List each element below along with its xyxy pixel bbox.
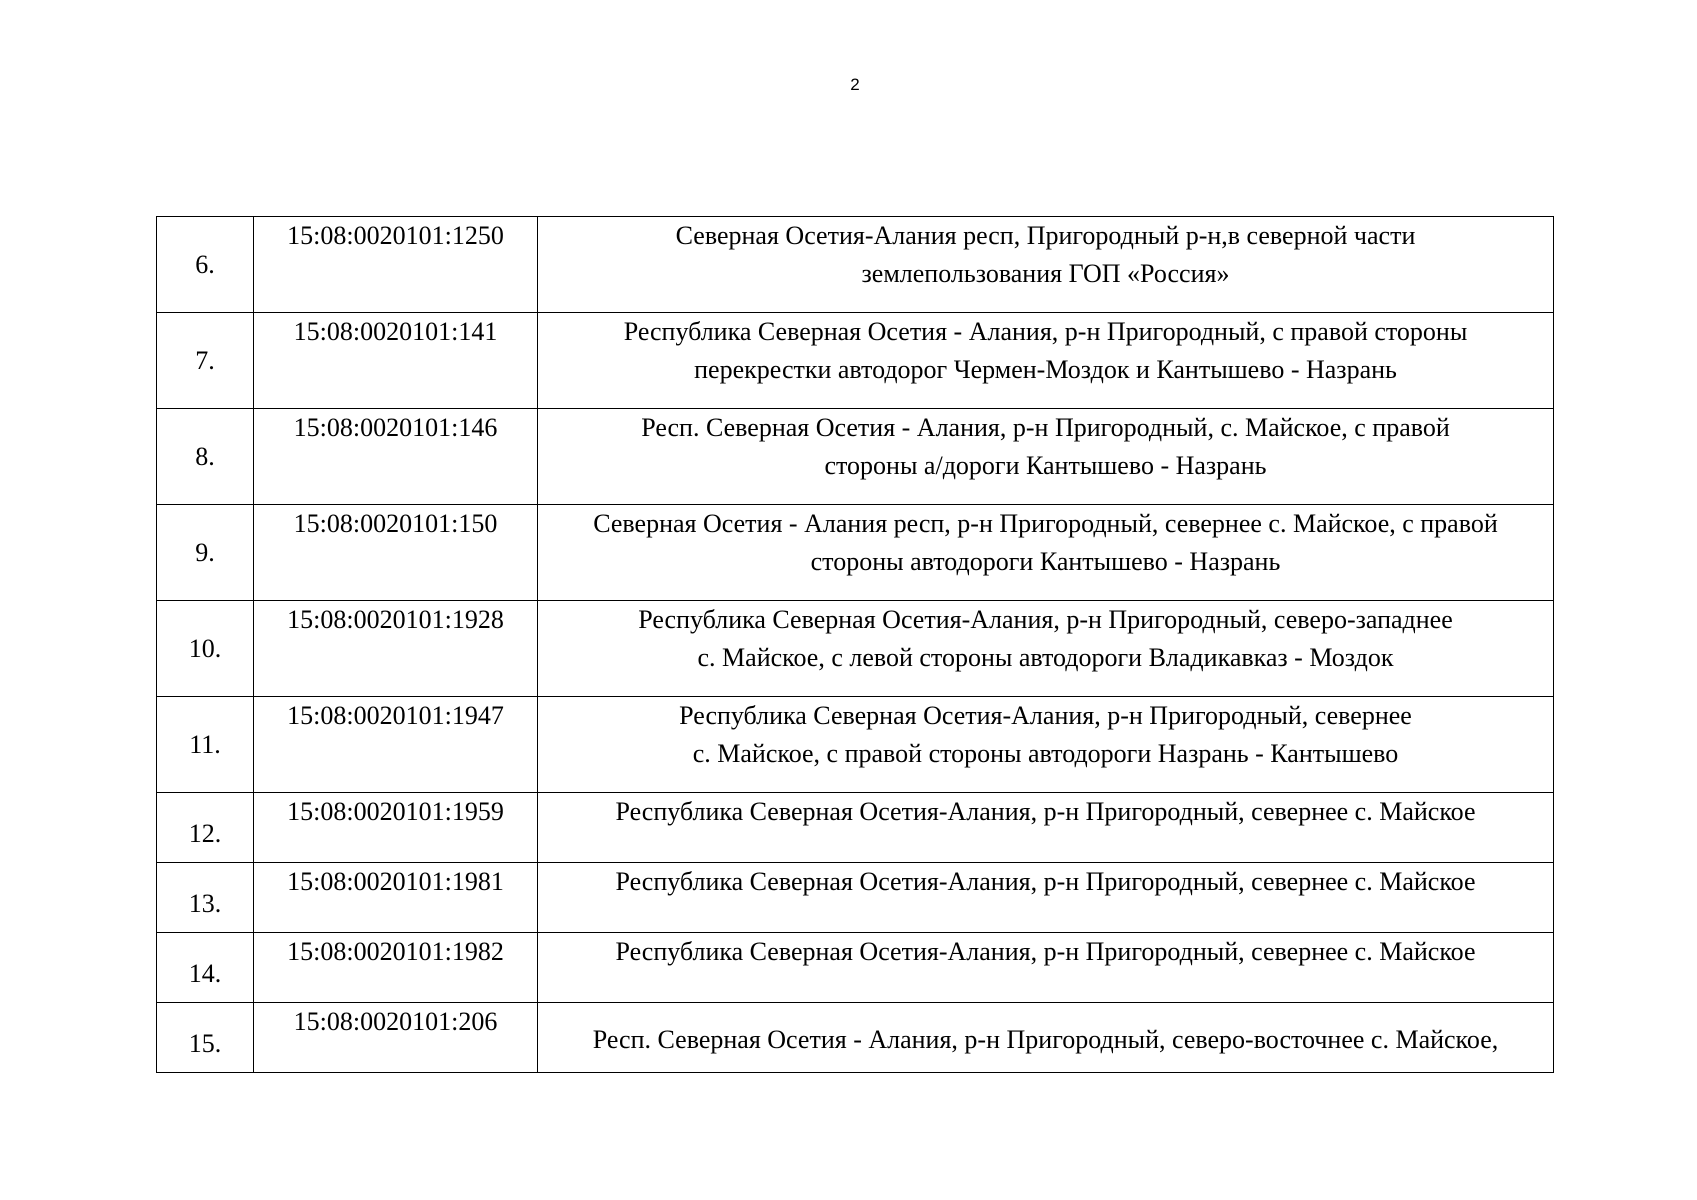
address-line: Респ. Северная Осетия - Алания, р-н Пригородный, северо-восточнее с. Майское, xyxy=(592,1024,1499,1054)
row-number: 7. xyxy=(157,313,254,409)
address-line: Республика Северная Осетия-Алания, р-н Пригородный, севернее с. Майское xyxy=(615,867,1476,896)
cadastral-number: 15:08:0020101:1250 xyxy=(254,217,538,313)
row-number: 8. xyxy=(157,409,254,505)
cadastral-number: 15:08:0020101:1928 xyxy=(254,601,538,697)
address-line: с. Майское, с правой стороны автодороги Назрань - Кантышево xyxy=(692,739,1399,768)
page-number: 2 xyxy=(850,75,860,94)
address-line: стороны а/дороги Кантышево - Назрань xyxy=(824,451,1267,480)
row-number: 12. xyxy=(157,793,254,863)
address-cell xyxy=(538,505,1554,601)
address-cell xyxy=(538,601,1554,697)
row-number: 13. xyxy=(157,863,254,933)
address-line: перекрестки автодорог Чермен-Моздок и Кантышево - Назрань xyxy=(694,355,1397,384)
cadastral-number: 15:08:0020101:150 xyxy=(254,505,538,601)
row-number: 15. xyxy=(157,1003,254,1073)
address-line: Северная Осетия - Алания респ, р-н Пригородный, севернее с. Майское, с правой xyxy=(593,509,1498,538)
table-row xyxy=(157,1003,1554,1073)
address-cell xyxy=(538,793,1554,863)
table-row xyxy=(157,217,1554,313)
address-cell xyxy=(538,313,1554,409)
row-number: 11. xyxy=(157,697,254,793)
address-cell xyxy=(538,1003,1554,1073)
table-row xyxy=(157,697,1554,793)
cadastral-number: 15:08:0020101:1959 xyxy=(254,793,538,863)
cadastral-number: 15:08:0020101:206 xyxy=(254,1003,538,1073)
table-row xyxy=(157,313,1554,409)
address-cell xyxy=(538,697,1554,793)
cadastral-number: 15:08:0020101:146 xyxy=(254,409,538,505)
address-line: Республика Северная Осетия-Алания, р-н Пригородный, севернее с. Майское xyxy=(615,937,1476,966)
address-line: с. Майское, с левой стороны автодороги Владикавказ - Моздок xyxy=(697,643,1394,672)
row-number: 6. xyxy=(157,217,254,313)
row-number: 9. xyxy=(157,505,254,601)
address-line: землепользования ГОП «Россия» xyxy=(861,259,1230,288)
address-line: Республика Северная Осетия-Алания, р-н Пригородный, севернее xyxy=(679,701,1412,730)
land-parcels-table xyxy=(156,216,1554,1073)
address-line: Республика Северная Осетия - Алания, р-н Пригородный, с правой стороны xyxy=(623,317,1468,346)
cadastral-number: 15:08:0020101:1947 xyxy=(254,697,538,793)
address-cell xyxy=(538,217,1554,313)
row-number: 10. xyxy=(157,601,254,697)
address-line: Республика Северная Осетия-Алания, р-н Пригородный, севернее с. Майское xyxy=(615,797,1476,826)
table-row xyxy=(157,505,1554,601)
table-row xyxy=(157,933,1554,1003)
table-row xyxy=(157,409,1554,505)
row-number: 14. xyxy=(157,933,254,1003)
address-line: Республика Северная Осетия-Алания, р-н Пригородный, северо-западнее xyxy=(638,605,1453,634)
address-cell xyxy=(538,933,1554,1003)
address-cell xyxy=(538,863,1554,933)
cadastral-number: 15:08:0020101:1981 xyxy=(254,863,538,933)
table-row xyxy=(157,863,1554,933)
table-row xyxy=(157,793,1554,863)
address-line: Респ. Северная Осетия - Алания, р-н Пригородный, с. Майское, с правой xyxy=(641,413,1450,442)
address-line: Северная Осетия-Алания респ, Пригородный р-н,в северной части xyxy=(675,221,1416,250)
cadastral-number: 15:08:0020101:141 xyxy=(254,313,538,409)
address-cell xyxy=(538,409,1554,505)
address-line: стороны автодороги Кантышево - Назрань xyxy=(810,547,1281,576)
cadastral-number: 15:08:0020101:1982 xyxy=(254,933,538,1003)
table-row xyxy=(157,601,1554,697)
